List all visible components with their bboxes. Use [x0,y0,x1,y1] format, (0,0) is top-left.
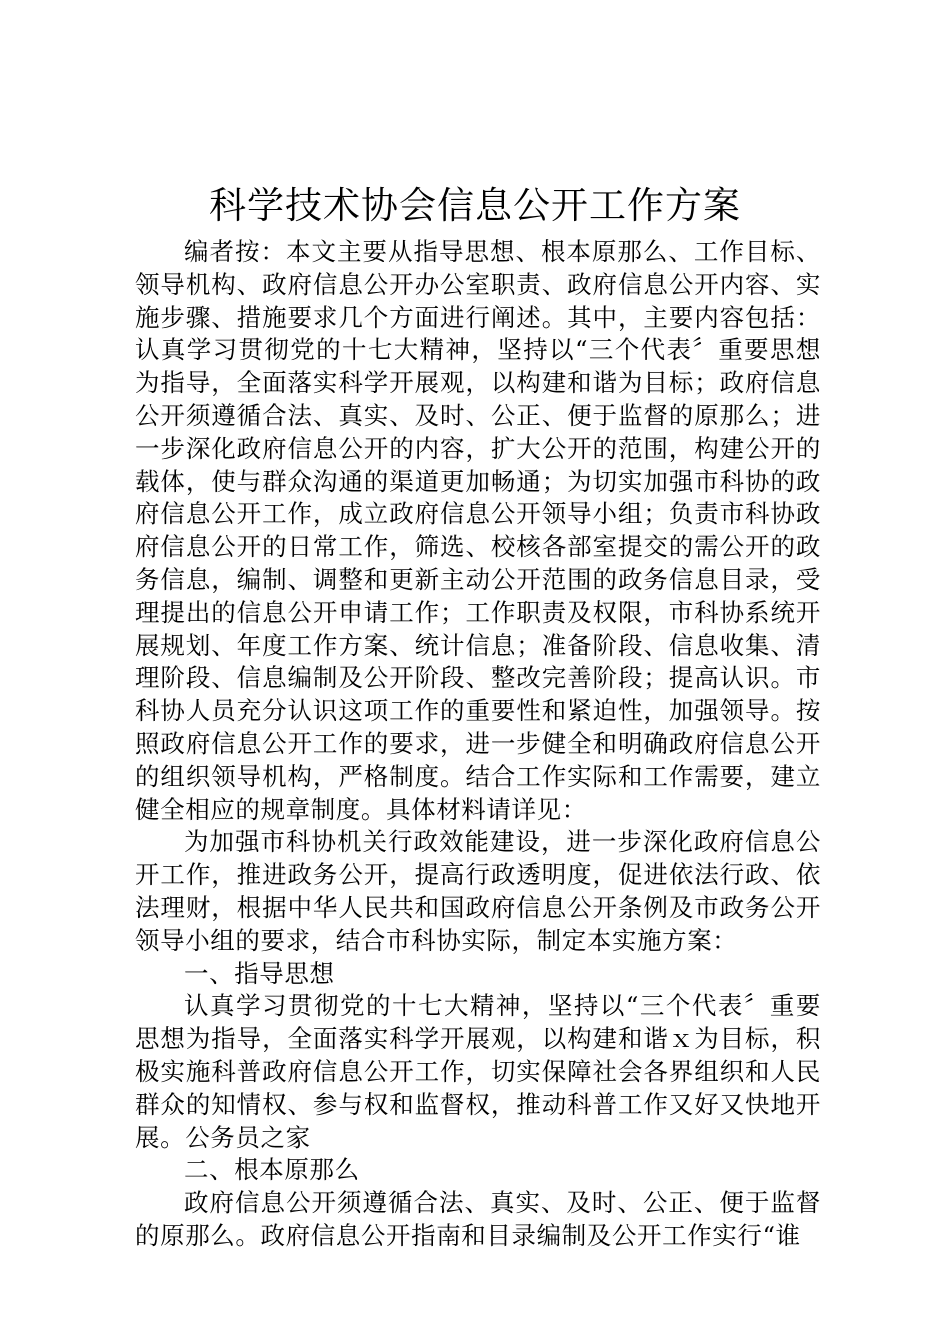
document-body [135,236,821,1253]
basic-principle-paragraph: 政府信息公开须遵循合法、真实、及时、公正、便于监督的原那么。政府信息公开指南和目录编制及公开工作实行“谁 [135,1188,821,1250]
editor-note-paragraph: 编者按：本文主要从指导思想、根本原那么、工作目标、领导机构、政府信息公开办公室职责、政府信息公开内容、实施步骤、措施要求几个方面进行阐述。其中，主要内容包括：认真学习贯彻党的十七大精神，坚持以“三个代表〞重要思想为指导，全面落实科学开展观，以构建和谐为目标；政府信息公开须遵循合法、真实、及时、公正、便于监督的原那么；进一步深化政府信息公开的内容，扩大公开的范围，构建公开的载体，使与群众沟通的渠道更加畅通；为切实加强市科协的政府信息公开工作，成立政府信息公开领导小组；负责市科协政府信息公开的日常工作，筛选、校核各部室提交的需公开的政务信息，编制、调整和更新主动公开范围的政务信息目录，受理提出的信息公开申请工作；工作职责及权限，市科协系统开展规划、年度工作方案、统计信息；准备阶段、信息收集、清理阶段、信息编制及公开阶段、整改完善阶段；提高认识。市科协人员充分认识这项工作的重要性和紧迫性，加强领导。按照政府信息公开工作的要求，进一步健全和明确政府信息公开的组织领导机构，严格制度。结合工作实际和工作需要，建立健全相应的规章制度。具体材料请详见： [135,237,821,824]
section-heading-basic-principle: 二、根本原那么 [184,1155,360,1185]
document-title: 科学技术协会信息公开工作方案 [209,184,741,227]
guiding-thought-paragraph: 认真学习贯彻党的十七大精神，坚持以“三个代表〞重要思想为指导，全面落实科学开展观，以构建和谐ｘ为目标，积极实施科普政府信息公开工作，切实保障社会各界组织和人民群众的知情权、参与权和监督权，推动科普工作又好又快地开展。公务员之家 [135,991,821,1152]
intro-paragraph: 为加强市科协机关行政效能建设，进一步深化政府信息公开工作，推进政务公开，提高行政透明度，促进依法行政、依法理财，根据中华人民共和国政府信息公开条例及市政务公开领导小组的要求，结合市科协实际，制定本实施方案： [135,827,821,955]
section-heading-guiding-thought: 一、指导思想 [184,958,335,988]
